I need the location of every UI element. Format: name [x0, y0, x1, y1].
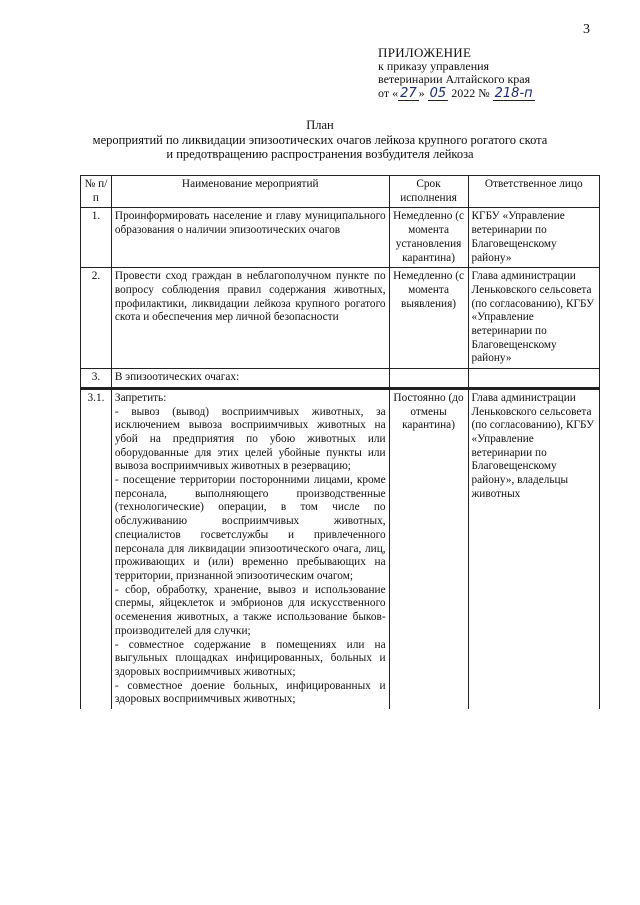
action-item: - сбор, обработку, хранение, вывоз и использование спермы, яйцеклеток и эмбрионов для искусственного осеменения животных, а также использование быков-производителей для случки; — [114, 583, 386, 637]
appendix-block — [378, 46, 535, 101]
date-prefix: от « — [378, 85, 399, 100]
appendix-line-1: к приказу управления — [378, 58, 490, 73]
table-row — [81, 208, 600, 268]
row-responsible: КГБУ «Управление ветеринарии по Благовещенскому району» — [468, 208, 600, 268]
header-num: № п/п — [81, 176, 112, 208]
row-term: Немедленно (с момента выявления) — [389, 268, 468, 369]
table-header-row — [81, 176, 600, 208]
header-action: Наименование мероприятий — [111, 176, 389, 208]
table-row — [81, 369, 600, 389]
handwritten-month: 05 — [429, 85, 447, 101]
handwritten-order-number: 218-п — [494, 85, 533, 101]
row-action-list — [111, 388, 389, 709]
row-term: Немедленно (с момента установления карантина) — [389, 208, 468, 268]
handwritten-day: 27 — [400, 85, 417, 101]
row-num: 3. — [81, 369, 112, 389]
row-term: Постоянно (до отмены карантина) — [389, 388, 468, 709]
row-responsible: Глава администрации Леньковского сельсовета (по согласованию), КГБУ «Управление ветеринарии по Благовещенскому району» — [468, 268, 600, 369]
action-item: - посещение территории посторонними лицами, кроме персонала, выполняющего производственные (технологические) операции, в том числе по обслуживанию восприимчивых животных, специалистов госветслужбы и привлеченного персонала для ликвидации эпизоотического очага, лиц, проживающих и (или) временно пребывающих на территории, признанной эпизоотическим очагом; — [114, 474, 386, 582]
year-text: 2022 № — [451, 85, 490, 100]
page-number: 3 — [583, 22, 590, 37]
plan-table — [80, 175, 600, 709]
row-action: Проинформировать население и главу муниципального образования о наличии эпизоотических очагов — [111, 208, 389, 268]
row-action: В эпизоотических очагах: — [111, 369, 389, 389]
row-action: Провести сход граждан в неблагополучном пункте по вопросу соблюдения правил содержания животных, профилактики, ликвидации лейкоза крупного рогатого скота и обеспечения мер личной безопасности — [111, 268, 389, 369]
row-responsible — [468, 369, 600, 389]
table-row — [81, 268, 600, 369]
row-num: 2. — [81, 268, 112, 369]
plan-subtitle-line-1: мероприятий по ликвидации эпизоотических очагов лейкоза крупного рогатого скота — [92, 132, 548, 147]
plan-title: План — [306, 118, 334, 132]
action-item: - совместное доение больных, инфицированных и здоровых восприимчивых животных; — [114, 679, 386, 706]
row-term — [389, 369, 468, 389]
row-num: 3.1. — [81, 388, 112, 709]
plan-subtitle-line-2: и предотвращению распространения возбудителя лейкоза — [166, 147, 474, 161]
date-mid: » — [418, 85, 425, 100]
row-responsible: Глава администрации Леньковского сельсовета (по согласованию), КГБУ «Управление ветеринарии по Благовещенскому району», владельцы животных — [468, 388, 600, 709]
header-term: Срок исполнения — [389, 176, 468, 208]
appendix-line-2: ветеринарии Алтайского края — [378, 72, 531, 86]
action-item: - совместное содержание в помещениях или на выгульных площадках инфицированных, больных и здоровых восприимчивых животных; — [114, 638, 386, 678]
table-row — [81, 388, 600, 709]
header-responsible: Ответственное лицо — [468, 176, 600, 208]
row-num: 1. — [81, 208, 112, 268]
action-item: Запретить: — [114, 391, 167, 404]
appendix-title: ПРИЛОЖЕНИЕ — [378, 45, 472, 60]
plan-heading — [0, 118, 640, 162]
appendix-date-line — [378, 87, 535, 101]
action-item: - вывоз (вывод) восприимчивых животных, за исключением вывоза восприимчивых животных на убой на предприятия по убою животных или оборудованные для этих целей убойные пункты или вывоза восприимчивых животных в резервацию; — [114, 405, 386, 473]
